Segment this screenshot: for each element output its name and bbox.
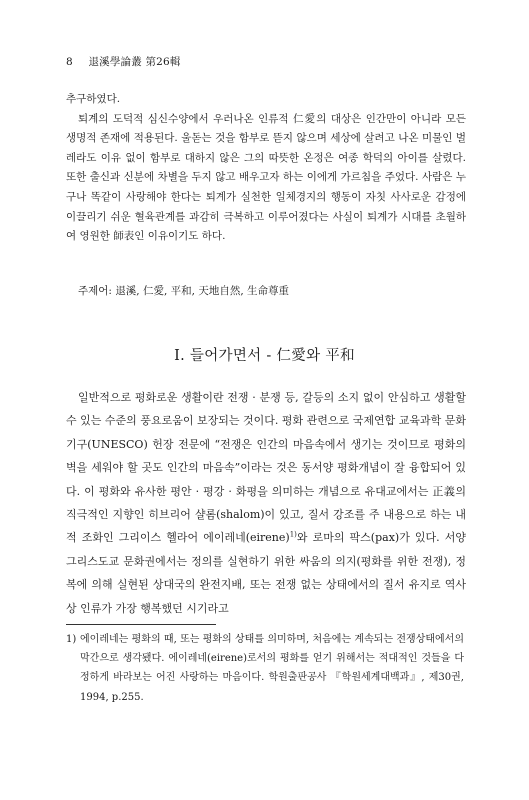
series-title: 退溪學論叢 第26輯 [88, 56, 181, 68]
footnote-mark: 1) [66, 634, 77, 645]
abstract-paragraph [66, 90, 466, 247]
intro-text-part2: 와 로마의 팍스(pax)가 있다. 서양 그리스도교 문화권에서는 정의를 실현하기 위한 싸움의 의지(평화를 위한 전쟁), 정복에 의해 실현된 상대국의 완전지배, 또는 전쟁 없는 상태에서의 질서 유지로 역사상 인류가 가장 행복했던 시기라고 [66, 531, 466, 615]
footnote-divider [66, 624, 216, 625]
introduction-paragraph [66, 386, 466, 620]
keywords-terms: 退溪, 仁愛, 平和, 天地自然, 生命尊重 [115, 285, 290, 297]
abstract-body: 퇴계의 도덕적 심신수양에서 우러나온 인류적 仁愛의 대상은 인간만이 아니라 모든 생명적 존재에 적용된다. 울돋는 것을 함부로 뜯지 않으며 세상에 살려고 나온 미물인 벌레라도 이유 없이 함부로 대하지 않은 그의 따뜻한 온정은 여종 학덕의 아이를 살렸다. 또한 출신과 신분에 차별을 두지 않고 배우고자 하는 이에게 가르침을 주었다. 사람은 누구나 똑같이 사랑해야 한다는 퇴계가 실천한 일체경지의 행동이 자칫 사사로운 감정에 이끌리기 쉬운 혈육관계를 과감히 극복하고 이루어졌다는 사실이 퇴계가 시대를 초월하여 영원한 師表인 이유이기도 하다. [66, 112, 466, 243]
running-header [66, 54, 181, 69]
keywords-line [78, 283, 289, 298]
continuation-line: 추구하였다. [66, 93, 121, 105]
page-number: 8 [66, 56, 73, 68]
footnote-reference[interactable]: 1) [289, 530, 297, 539]
keywords-label: 주제어: [78, 285, 112, 297]
footnote [66, 630, 464, 707]
section-heading: Ⅰ. 들어가면서 - 仁愛와 平和 [174, 348, 355, 364]
footnote-text: 에이레네는 평화의 때, 또는 평화의 상태를 의미하며, 처음에는 계속되는 전쟁상태에서의 막간으로 생각됐다. 에이레네(eirene)로서의 평화를 얻기 위해서는 적대적인 것들을 다정하게 바라보는 어진 사랑하는 마음이다. 학원출판공사 『학원세계대백과』, 제30권, 1994, p.255. [80, 634, 464, 703]
intro-text-part1: 일반적으로 평화로운 생활이란 전쟁 · 분쟁 등, 갈등의 소지 없이 안심하고 생활할 수 있는 수준의 풍요로움이 보장되는 것이다. 평화 관련으로 국제연합 교육과학 문화기구(UNESCO) 헌장 전문에 “전쟁은 인간의 마음속에서 생기는 것이므로 평화의 벽을 세워야 할 곳도 인간의 마음속”이라는 것은 동서양 평화개념이 잘 융합되어 있다. 이 평화와 유사한 평안 · 평강 · 화평을 의미하는 개념으로 유대교에서는 正義의 직극적인 지향인 히브리어 샬롬(shalom)이 있고, 질서 강조를 주 내용으로 하는 내적 조화인 그리이스 헬라어 에이레네(eirene) [66, 391, 466, 545]
